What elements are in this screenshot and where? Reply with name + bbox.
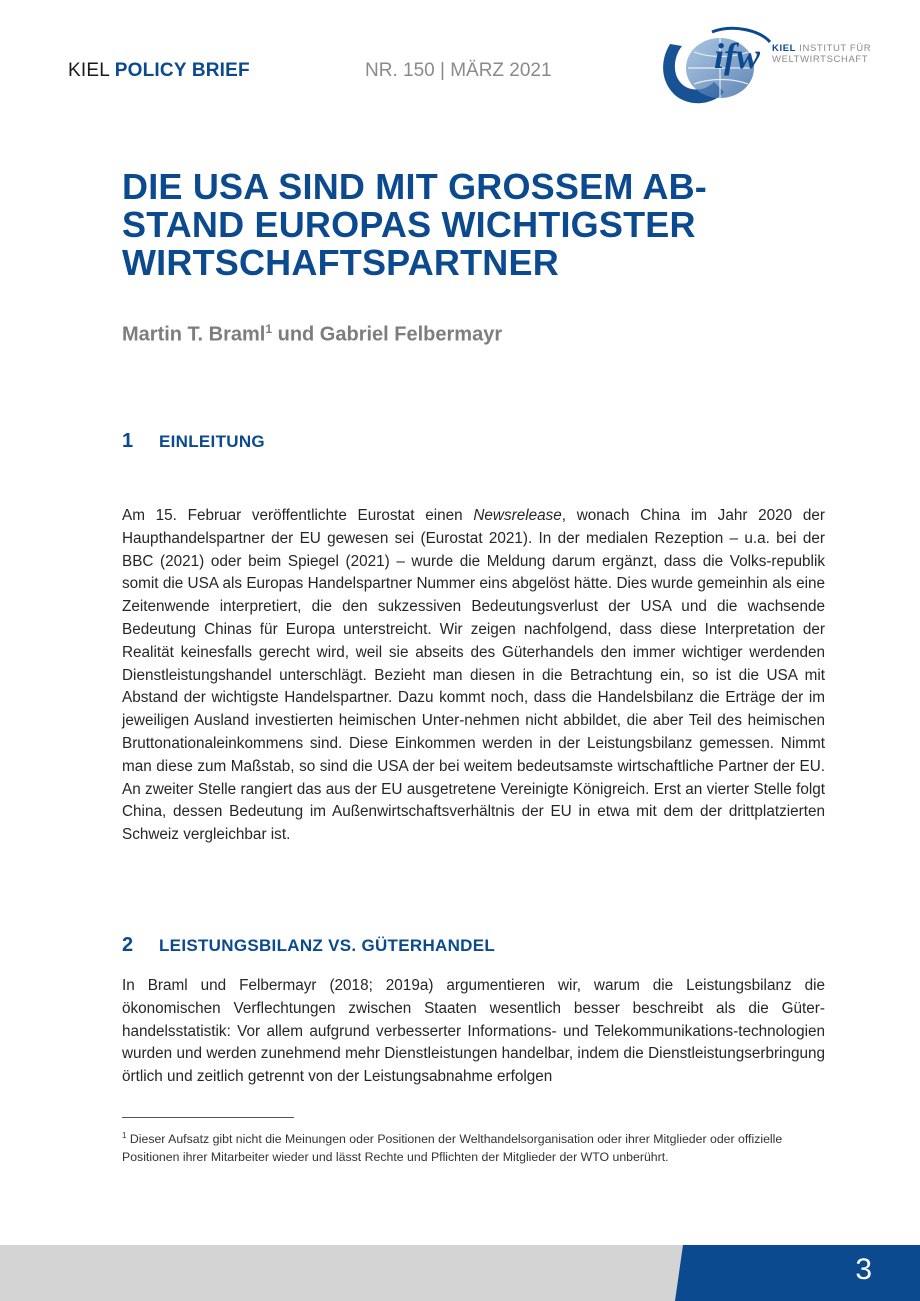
ifw-logo-mark: ifw	[714, 36, 761, 76]
section-1-text-italic: Newsrelease	[473, 507, 562, 524]
logo-wordmark	[772, 43, 871, 65]
section-2-title: LEISTUNGSBILANZ VS. GÜTERHANDEL	[159, 936, 496, 955]
logo-wordmark-line2: WELTWIRTSCHAFT	[772, 54, 869, 65]
logo-wordmark-institut: INSTITUT FÜR	[796, 43, 872, 54]
ifw-logo	[652, 20, 872, 120]
footnote-number: 1	[122, 1131, 127, 1140]
section-2-paragraph: In Braml und Felbermayr (2018; 2019a) argumentieren wir, warum die Leistungsbilanz die ökonomischen Verflechtungen zwischen Staaten wesentlich besser beschreibt als die Güter-handelsstatistik: Vor allem aufgrund verbesserter Informations- und Telekommunikations-technologien wurden und werden zunehmend mehr Dienstleistungen handelbar, indem die Dienstleistungserbringung örtlich und zeitlich getrennt von der Leistungsabnahme erfolgen	[122, 977, 825, 1086]
footer-page-tab	[675, 1245, 920, 1301]
logo-wordmark-kiel: KIEL	[772, 43, 797, 54]
section-2-number: 2	[122, 934, 134, 956]
section-1-number: 1	[122, 430, 134, 452]
footnote-text: Dieser Aufsatz gibt nicht die Meinungen oder Positionen der Welthandelsorganisation oder ihrer Mitglieder oder offizielle Positionen ihrer Mitarbeiter wieder und lässt Rechte und Pflichten der Mitglieder der WTO unberührt.	[122, 1132, 783, 1164]
page-number: 3	[855, 1253, 872, 1286]
section-1-heading	[122, 430, 265, 453]
issue-number: NR. 150 | MÄRZ 2021	[365, 60, 552, 81]
footnote-ref-1[interactable]: 1	[265, 322, 273, 336]
series-name-kiel: KIEL	[68, 60, 115, 81]
author-2: und Gabriel Felbermayr	[272, 323, 503, 346]
section-1-title: EINLEITUNG	[159, 432, 265, 451]
series-name	[68, 60, 250, 82]
section-2-heading	[122, 934, 495, 957]
section-1-text-b: , wonach China im Jahr 2020 der Haupthandelspartner der EU gewesen sei (Eurostat 2021). In der medialen Rezeption – u.a. bei der BBC (2021) oder beim Spiegel (2021) – wurde die Meldung darum ergänzt, dass die Volks-republik somit die USA als Europas Handelspartner Nummer eins abgelöst hätte. Dies wurde gemeinhin als eine Zeitenwende interpretiert, die den sukzessiven Bedeutungsverlust der USA und die wachsende Bedeutung Chinas für Europa unterstreicht. Wir zeigen nachfolgend, dass diese Interpretation der Realität keinesfalls gerecht wird, weil sie abseits des Güterhandels den immer wichtiger werdenden Dienstleistungshandel unterschlägt. Bezieht man diesen in die Betrachtung ein, so ist die USA mit Abstand der wichtigste Handelspartner. Dazu kommt noch, dass die Handelsbilanz die Erträge der im jeweiligen Ausland investierten heimischen Unter-nehmen nicht abbildet, die aber Teil des heimischen Bruttonationaleinkommens sind. Diese Einkommen werden in der Leistungsbilanz gemessen. Nimmt man diese zum Maßstab, so sind die USA der bei weitem bedeutsamste wirtschaftliche Partner der EU. An zweiter Stelle rangiert das aus der EU ausgetretene Vereinigte Königreich. Erst an vierter Stelle folgt China, dessen Bedeutung im Außenwirtschaftsverhältnis der EU in etwa mit dem der drittplatzierten Schweiz vergleichbar ist.	[122, 507, 825, 844]
logo-wordmark-line1	[772, 43, 871, 54]
article-title: DIE USA SIND MIT GROSSEM AB-STAND EUROPAS WICHTIGSTER WIRTSCHAFTSPARTNER	[122, 166, 707, 283]
section-1-paragraph	[122, 505, 825, 847]
section-1-text-a: Am 15. Februar veröffentlichte Eurostat einen	[122, 507, 474, 524]
authors	[122, 322, 502, 347]
author-1: Martin T. Braml	[122, 323, 266, 346]
footnote-divider	[122, 1117, 294, 1118]
footnote	[122, 1127, 827, 1166]
series-name-policy-brief: POLICY BRIEF	[114, 60, 250, 81]
